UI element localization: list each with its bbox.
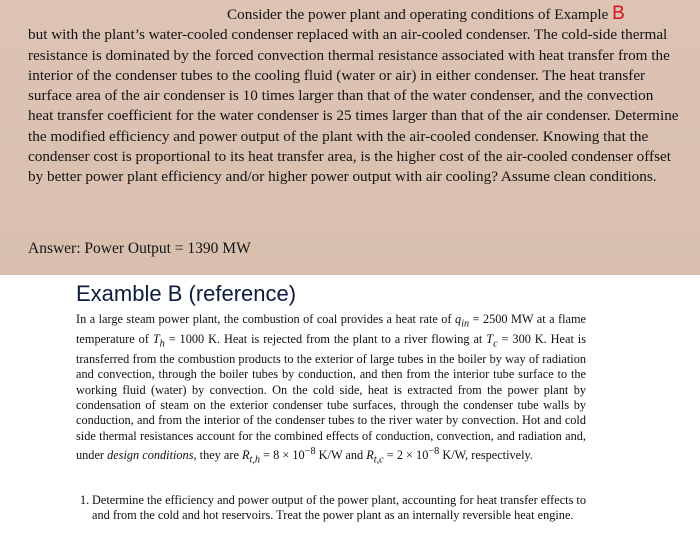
problem-first-line <box>28 4 680 25</box>
example-letter-highlight: B <box>612 3 625 24</box>
reference-title: Examble B (reference) <box>76 281 297 306</box>
design-conditions-emphasis: design conditions <box>107 448 194 463</box>
question-number: 1. <box>80 493 90 507</box>
problem-body: but with the plant’s water-cooled condenser replaced with an air-cooled condenser. The cold-side thermal resistance is dominated by the forced convection thermal resistance associated with heat transfer from the interior of the condenser tubes to the cooling fluid (water or air) in either condenser. The heat transfer surface area of the air condenser is 10 times larger than that of the water condenser, and the convection heat transfer coefficient for the water condenser is 25 times larger than that of the air condenser. Determine the modified efficiency and power output of the plant with the air-cooled condenser. Knowing that the condenser cost is proportional to its heat transfer area, is the higher cost of the air-cooled condenser offset by better power plant efficiency and/or higher power output with air cooling? Assume clean conditions. <box>28 26 679 186</box>
problem-first-line-text: Consider the power plant and operating conditions of Example <box>227 6 609 23</box>
question-text: Determine the efficiency and power output of the power plant, accounting for heat transfer effects to and from the cold and hot reservoirs. Treat the power plant as an internally reversible heat engine. <box>92 493 586 523</box>
problem-photo <box>0 0 700 275</box>
answer-line: Answer: Power Output = 1390 MW <box>28 240 251 257</box>
problem-text <box>28 4 680 188</box>
reference-paragraph: In a large steam power plant, the combustion of coal provides a heat rate of $q_{in} = 2500$ MW at a flame temperature of $T_h = 1000$ K. Heat is rejected from the plant to a river flowing at $T_c = 300$ K. Heat is transferred from the combustion products to the exterior of large tubes in the boiler by way of radiation and convection, through the boiler tubes by conduction, and then from the interior tube surface to the working fluid (water) by convection. On the cold side, heat is extracted from the power plant by condensation of steam on the exterior condenser tube surfaces, through the condenser tube walls by conduction, and from the interior of the condenser tubes to the river water by convection. Hot and cold side thermal resistances account for the combined effects of conduction, convection, and radiation and, under design conditions, they are $R_{t,h} = 8 \times 10^{-8}$ K/W and $R_{t,c} = 2 \times 10^{-8}$ K/W, respectively. <box>76 312 586 466</box>
question-item <box>80 493 586 524</box>
